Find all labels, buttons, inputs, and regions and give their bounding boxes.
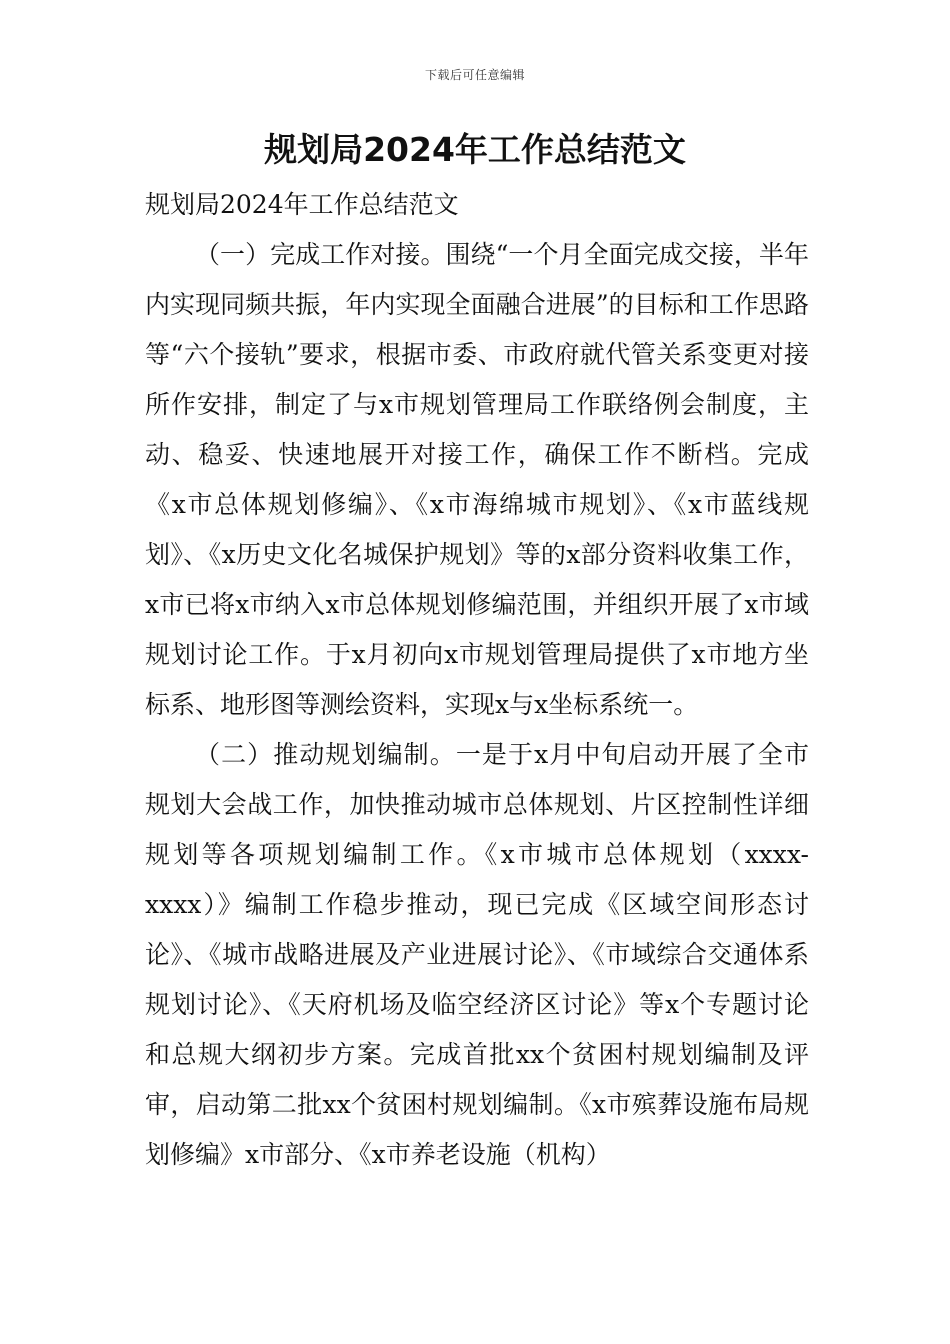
header-note: 下载后可任意编辑: [424, 68, 525, 82]
document-title: 规划局2024年工作总结范文: [264, 130, 686, 169]
document-body: [145, 180, 809, 1180]
paragraph-planning-compilation: （二）推动规划编制。一是于x月中旬启动开展了全市规划大会战工作，加快推动城市总体规划、片区控制性详细规划等各项规划编制工作。《x市城市总体规划（xxxx-xxxx）》编制工作稳步推动，现已完成《区域空间形态讨论》、《城市战略进展及产业进展讨论》、《市域综合交通体系规划讨论》、《天府机场及临空经济区讨论》等x个专题讨论和总规大纲初步方案。完成首批xx个贫困村规划编制及评审，启动第二批xx个贫困村规划编制。《x市殡葬设施布局规划修编》x市部分、《x市养老设施（机构）: [145, 740, 809, 1169]
document-subtitle: 规划局2024年工作总结范文: [145, 190, 459, 219]
paragraph-work-handover: （一）完成工作对接。围绕“一个月全面完成交接，半年内实现同频共振，年内实现全面融合进展”的目标和工作思路等“六个接轨”要求，根据市委、市政府就代管关系变更对接所作安排，制定了与x市规划管理局工作联络例会制度，主动、稳妥、快速地展开对接工作，确保工作不断档。完成《x市总体规划修编》、《x市海绵城市规划》、《x市蓝线规划》、《x历史文化名城保护规划》等的x部分资料收集工作，x市已将x市纳入x市总体规划修编范围，并组织开展了x市域规划讨论工作。于x月初向x市规划管理局提供了x市地方坐标系、地形图等测绘资料，实现x与x坐标系统一。: [145, 240, 809, 719]
